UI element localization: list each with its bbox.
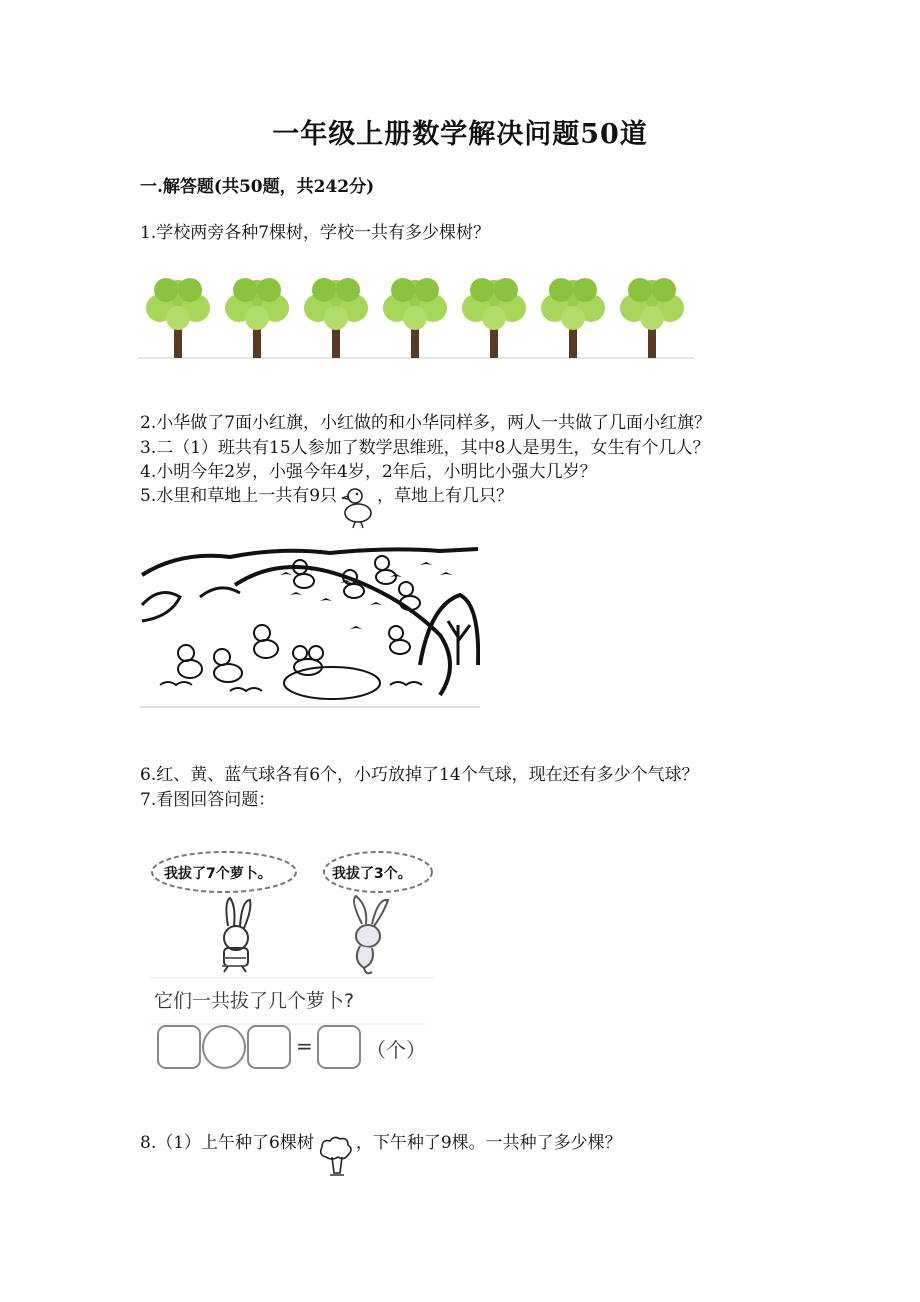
question-5-text-start: 5.水里和草地上一共有9只 <box>140 486 338 506</box>
pond-scene-figure <box>140 545 480 711</box>
page-title: 一年级上册数学解决问题50道 <box>272 119 648 150</box>
tree-icon <box>541 278 605 358</box>
question-5 <box>140 481 513 508</box>
tree-icon <box>146 278 210 358</box>
question-5-text-end: ，草地上有几只？ <box>377 486 514 506</box>
trees-figure <box>138 272 694 364</box>
small-tree-icon <box>314 1133 356 1155</box>
section-heading: 一.解答题(共50题，共242分) <box>140 177 375 197</box>
tree-icon <box>620 278 684 358</box>
question-3: 3.二（1）班共有15人参加了数学思维班，其中8人是男生，女生有个几人？ <box>140 438 710 458</box>
duck-icon <box>337 486 377 508</box>
bubble-left-text: 我拔了7个萝卜。 <box>164 866 272 882</box>
question-2: 2.小华做了7面小红旗，小红做的和小华同样多，两人一共做了几面小红旗？ <box>140 413 712 433</box>
rabbit-icon <box>222 898 250 972</box>
tree-icon <box>462 278 526 358</box>
equals-sign: = <box>296 1034 313 1058</box>
rabbits-figure <box>150 850 434 1084</box>
question-8 <box>140 1128 622 1155</box>
question-6: 6.红、黄、蓝气球各有6个，小巧放掉了14个气球，现在还有多少个气球？ <box>140 765 699 785</box>
unit-label: （个） <box>366 1038 426 1062</box>
tree-icon <box>304 278 368 358</box>
tree-icon <box>225 278 289 358</box>
question-8-text-end: ，下午种了9棵。一共种了多少棵？ <box>355 1133 622 1153</box>
tree-icon <box>383 278 447 358</box>
question-4: 4.小明今年2岁，小强今年4岁，2年后，小明比小强大几岁？ <box>140 462 597 482</box>
figure-prompt: 它们一共拔了几个萝卜? <box>154 990 355 1012</box>
question-8-text-start: 8.（1）上午种了6棵树 <box>140 1133 314 1153</box>
question-1: 1.学校两旁各种7棵树，学校一共有多少棵树？ <box>140 223 491 243</box>
question-7: 7.看图回答问题： <box>140 790 276 810</box>
bubble-right-text: 我拔了3个。 <box>332 866 412 882</box>
rabbit-icon <box>354 896 388 973</box>
